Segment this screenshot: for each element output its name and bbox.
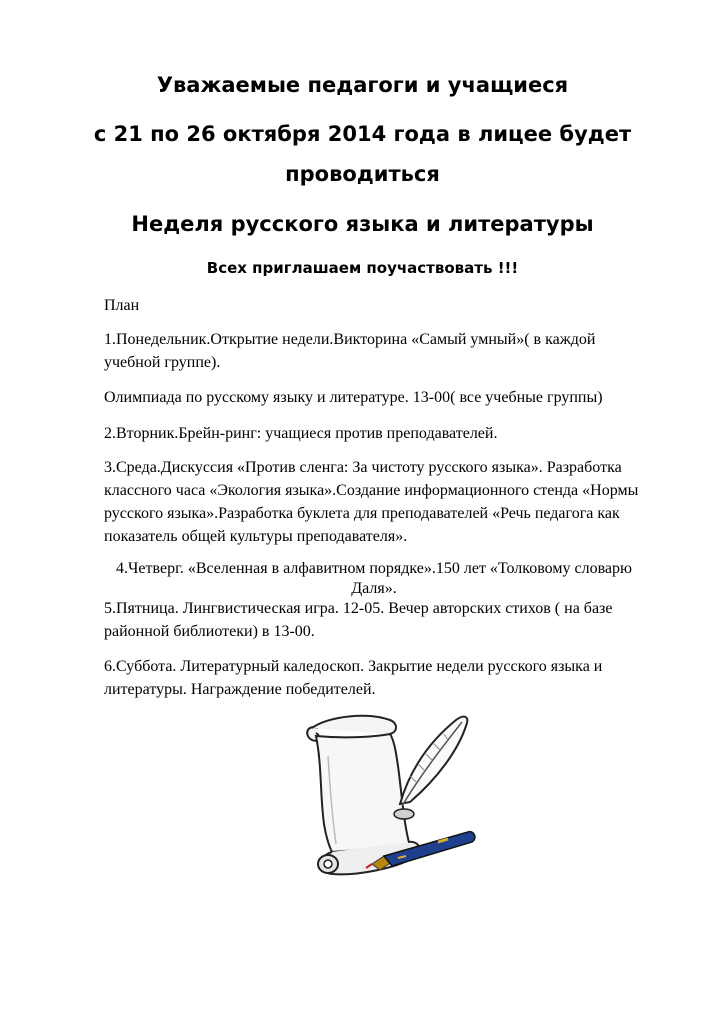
- scroll-quill-pen-icon: [298, 706, 488, 878]
- plan-item-wednesday: 3.Среда.Дискуссия «Против сленга: За чистоту русского языка». Разработка классного часа «Экология языка».Создание информационного стенда «Нормы русского языка».Разработка буклета для преподавателей «Речь педагога как показатель общей культуры преподавателя».: [104, 459, 639, 545]
- plan-item-saturday: 6.Суббота. Литературный каледоскоп. Закрытие недели русского языка и литературы. Награждение победителей.: [104, 658, 603, 698]
- plan-item-friday: 5.Пятница. Лингвистическая игра. 12-05. Вечер авторских стихов ( на базе районной библиотеки) в 13-00.: [104, 600, 613, 640]
- plan-item-monday: 1.Понедельник.Открытие недели.Викторина «Самый умный»( в каждой учебной группе).: [104, 331, 596, 371]
- plan-item-thursday: 4.Четверг. «Вселенная в алфавитном порядке».150 лет «Толковому словарю Даля».: [116, 560, 632, 597]
- plan-item-olympiad: Олимпиада по русскому языку и литературе. 13-00( все учебные группы): [104, 389, 603, 406]
- heading-greeting: Уважаемые педагоги и учащиеся: [156, 73, 569, 97]
- heading-dates-continued: проводиться: [285, 162, 440, 186]
- plan-title: План: [104, 297, 140, 314]
- heading-event-title: Неделя русского языка и литературы: [131, 212, 594, 236]
- invitation-text: Всех приглашаем поучаствовать !!!: [206, 259, 519, 277]
- plan-item-tuesday: 2.Вторник.Брейн-ринг: учащиеся против преподавателей.: [104, 425, 498, 442]
- heading-dates: с 21 по 26 октября 2014 года в лицее будет: [93, 122, 632, 146]
